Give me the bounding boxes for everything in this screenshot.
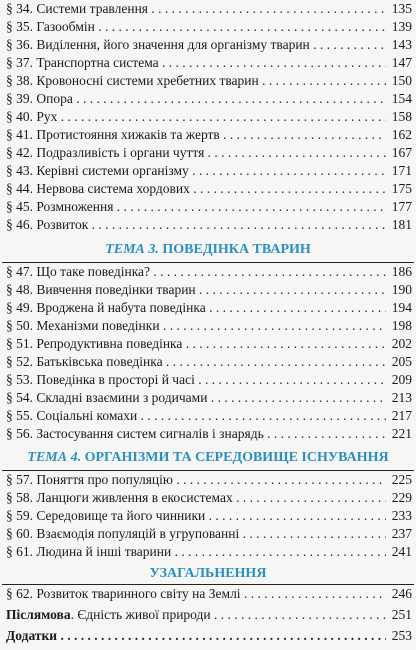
toc-item-page: 217 [386, 407, 412, 425]
toc-item-page: 135 [386, 0, 412, 18]
toc-item-title: § 35. Газообмін . . . [6, 18, 386, 36]
section-heading-prefix: ТЕМА 3. [105, 242, 159, 257]
toc-item [0, 126, 416, 144]
toc-item [0, 299, 416, 317]
toc-item [0, 216, 416, 234]
toc-item-page: 233 [386, 507, 412, 525]
toc-item-page: 221 [386, 425, 412, 443]
toc-item-page: 190 [386, 281, 412, 299]
section-heading [0, 449, 416, 467]
toc-item-title: § 46. Розвиток . . . [6, 216, 386, 234]
toc-item-title: § 42. Подразливість і органи чуття . . . [6, 144, 386, 162]
toc-item-title: § 62. Розвиток тваринного світу на Землі . . . [6, 585, 386, 603]
toc-item [0, 198, 416, 216]
toc-item-page: 139 [386, 18, 412, 36]
afterword-label: Післямова [6, 607, 71, 622]
toc-item-appendix [0, 627, 416, 645]
toc-item-page: 143 [386, 36, 412, 54]
toc-item [0, 18, 416, 36]
toc-item-title: § 48. Вивчення поведінки тварин . . . [6, 281, 386, 299]
toc-item-page: 194 [386, 299, 412, 317]
toc-item [0, 54, 416, 72]
section-heading-title: ОРГАНІЗМИ ТА СЕРЕДОВИЩЕ ІСНУВАННЯ [84, 450, 389, 465]
toc-item-page: 198 [386, 317, 412, 335]
toc-item [0, 543, 416, 561]
section-heading-title: УЗАГАЛЬНЕННЯ [149, 566, 267, 581]
toc-item-afterword [0, 606, 416, 624]
toc-item-title: § 52. Батьківська поведінка . . . [6, 353, 386, 371]
toc-item-title: § 44. Нервова система хордових . . . [6, 180, 386, 198]
appendix-label: Додатки . . . [6, 627, 386, 645]
toc-item [0, 389, 416, 407]
toc-item-title: § 56. Застосування систем сигналів і знарядь . . . [6, 425, 386, 443]
toc-item [0, 0, 416, 18]
section-heading [0, 241, 416, 259]
toc-item-title: § 55. Соціальні комахи . . . [6, 407, 386, 425]
toc-item-title: § 43. Керівні системи організму . . . [6, 162, 386, 180]
toc-item [0, 144, 416, 162]
toc-item-title: § 39. Опора . . . [6, 90, 386, 108]
toc-item-page: 171 [386, 162, 412, 180]
toc-item [0, 263, 416, 281]
toc-item [0, 36, 416, 54]
toc-item-title: § 51. Репродуктивна поведінка . . . [6, 335, 386, 353]
toc-item-page: 162 [386, 126, 412, 144]
toc-item-title: § 61. Людина й інші тварини . . . [6, 543, 386, 561]
toc-item-page: 237 [386, 525, 412, 543]
toc-item-page: 251 [386, 606, 412, 624]
toc-item-title: § 41. Протистояння хижаків та жертв . . . [6, 126, 386, 144]
toc-item-title: § 57. Поняття про популяцію . . . [6, 471, 386, 489]
toc-item [0, 281, 416, 299]
toc-item-page: 253 [386, 627, 412, 645]
toc-item-page: 147 [386, 54, 412, 72]
toc-item-title: § 45. Розмноження . . . [6, 198, 386, 216]
toc-item-title: § 47. Що таке поведінка? . . . [6, 263, 386, 281]
section-heading-prefix: ТЕМА 4. [27, 450, 82, 465]
toc-item [0, 180, 416, 198]
toc-item [0, 407, 416, 425]
toc-item [0, 489, 416, 507]
toc-item-title: § 59. Середовище та його чинники . . . [6, 507, 386, 525]
section-heading-title: ПОВЕДІНКА ТВАРИН [162, 242, 311, 257]
toc-item-title: § 53. Поведінка в просторі й часі . . . [6, 371, 386, 389]
toc-item-page: 158 [386, 108, 412, 126]
toc-item-page: 209 [386, 371, 412, 389]
toc-item-page: 202 [386, 335, 412, 353]
toc-item-page: 181 [386, 216, 412, 234]
toc-item-page: 229 [386, 489, 412, 507]
toc-item-page: 167 [386, 144, 412, 162]
toc-item-title: § 50. Механізми поведінки . . . [6, 317, 386, 335]
afterword-title: . Єдність живої природи [70, 607, 211, 622]
toc-item [0, 335, 416, 353]
toc-item [0, 585, 416, 603]
toc-item-page: 177 [386, 198, 412, 216]
toc-item-title: § 34. Системи травлення . . . [6, 0, 386, 18]
toc-item-page: 246 [386, 585, 412, 603]
toc-item [0, 90, 416, 108]
toc-item-title: § 37. Транспортна система . . . [6, 54, 386, 72]
toc-item-page: 154 [386, 90, 412, 108]
toc-item-title: § 58. Ланцюги живлення в екосистемах . . . [6, 489, 386, 507]
toc-item-title: § 38. Кровоносні системи хребетних тварин . . . [6, 72, 386, 90]
toc-item [0, 425, 416, 443]
toc-item-title: § 54. Складні взаємини з родичами . . . [6, 389, 386, 407]
toc-item [0, 471, 416, 489]
toc-item-title: § 60. Взаємодія популяцій в угрупованні . . . [6, 525, 386, 543]
toc-item [0, 371, 416, 389]
toc-item-page: 213 [386, 389, 412, 407]
toc-item-page: 150 [386, 72, 412, 90]
section-heading [0, 565, 416, 583]
toc-item [0, 353, 416, 371]
toc-item-page: 175 [386, 180, 412, 198]
toc-item-title: § 40. Рух . . . [6, 108, 386, 126]
toc-item-page: 186 [386, 263, 412, 281]
toc-item [0, 507, 416, 525]
toc-item [0, 317, 416, 335]
toc-item [0, 108, 416, 126]
toc-item-page: 225 [386, 471, 412, 489]
toc-item-page: 241 [386, 543, 412, 561]
toc-item [0, 525, 416, 543]
toc-item-page: 205 [386, 353, 412, 371]
toc-item-title: § 36. Виділення, його значення для організму тварин . . . [6, 36, 386, 54]
toc-item [0, 162, 416, 180]
toc-item-title: § 49. Вроджена й набута поведінка . . . [6, 299, 386, 317]
toc-item [0, 72, 416, 90]
